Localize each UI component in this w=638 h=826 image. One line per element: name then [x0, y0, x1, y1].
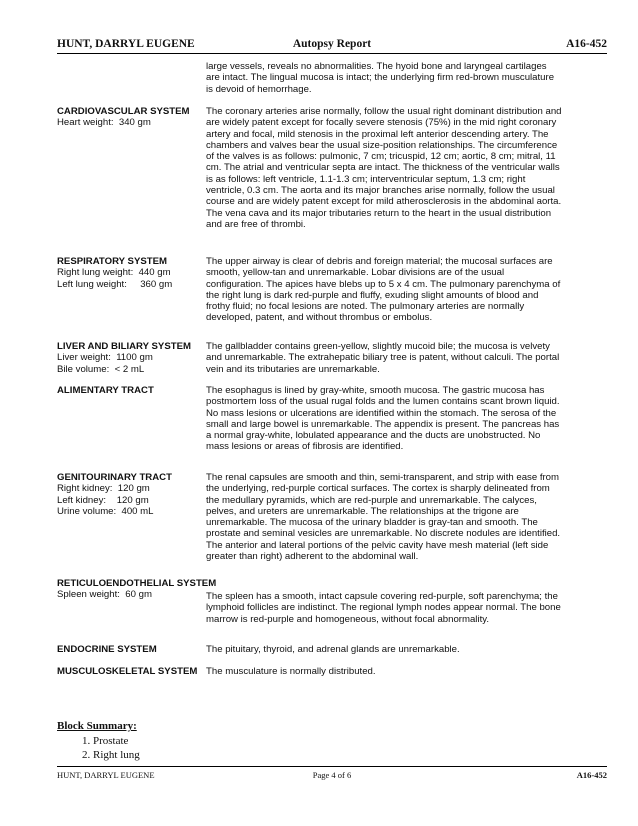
block-summary-item: 1. Prostate [93, 734, 140, 748]
section-measurements: Right lung weight: 440 gm Left lung weight: 360 gm [57, 267, 173, 290]
intro-text: large vessels, reveals no abnormalities. The hyoid bone and laryngeal cartilages are intact. The lingual mucosa is intact; the underlying firm red-brown musculature is devoid of hemorrhage. [206, 61, 555, 95]
section-title: ENDOCRINE SYSTEM [57, 644, 157, 655]
footer-case-number: A16-452 [576, 770, 607, 780]
section-title: RETICULOENDOTHELIAL SYSTEM [57, 578, 217, 589]
footer-patient-name: HUNT, DARRYL EUGENE [57, 770, 155, 780]
section-text: The musculature is normally distributed. [206, 666, 376, 677]
section-text: The pituitary, thyroid, and adrenal glands are unremarkable. [206, 644, 460, 655]
header-report-title: Autopsy Report [292, 38, 372, 50]
block-summary-item: 2. Right lung [93, 748, 140, 762]
block-summary [57, 720, 140, 762]
block-summary-list [57, 734, 140, 762]
block-summary-title: Block Summary: [57, 720, 137, 732]
section-title: MUSCULOSKELETAL SYSTEM [57, 666, 198, 677]
section-measurements: Right kidney: 120 gm Left kidney: 120 gm Urine volume: 400 mL [57, 483, 154, 517]
section-title: CARDIOVASCULAR SYSTEM [57, 106, 190, 117]
footer-page-number: Page 4 of 6 [312, 770, 352, 780]
section-text: The gallbladder contains green-yellow, slightly mucoid bile; the mucosa is velvety and unremarkable. The extrahepatic biliary tree is patent, without calculi. The portal vein and its tributaries are unremarkable. [206, 341, 560, 375]
section-text: The renal capsules are smooth and thin, semi-transparent, and strip with ease from the underlying, red-purple cortical surfaces. The cortex is sharply delineated from the medullary pyramids, which are red-purple and unremarkable. The calyces, pelves, and ureters are unremarkable. The relationships at the trigone are unremarkable. The mucosa of the urinary bladder is gray-tan and smooth. The prostate and seminal vesicles are unremarkable. No discrete nodules are identified. The anterior and lateral portions of the pelvic cavity have mesh material (left side greater than right) adherent to the abdominal wall. [206, 472, 561, 563]
section-text: The esophagus is lined by gray-white, smooth mucosa. The gastric mucosa has postmortem loss of the usual rugal folds and the lumen contains scant brown liquid. No mass lesions or ulcerations are identified within the stomach. The serosa of the small and large bowel is unremarkable. The appendix is present. The pancreas has a normal gray-white, lobulated appearance and the ducts are unobstructed. No mass lesions or areas of fibrosis are identified. [206, 385, 560, 453]
section-text: The coronary arteries arise normally, follow the usual right dominant distribution and are widely patent except for focally severe stenosis (75%) in the mid right coronary artery and focal, mild stenosis in the proximal left anterior descending artery. The chambers and valves bear the usual size-position relationships. The circumference of the valves is as follows: pulmonic, 7 cm; tricuspid, 12 cm; aortic, 8 cm; mitral, 11 cm. The atrial and ventricular septa are intact. The thickness of the ventricular walls is as follows: left ventricle, 1.1-1.3 cm; interventricular septum, 1.3 cm; right ventricle, 0.3 cm. The aorta and its major branches arise normally, follow the usual course and are widely patent except for mild atherosclerosis in the abdominal aorta. The vena cava and its major tributaries return to the heart in the usual distribution and are free of thrombi. [206, 106, 562, 230]
header-patient-name: HUNT, DARRYL EUGENE [57, 38, 195, 50]
section-title: GENITOURINARY TRACT [57, 472, 172, 483]
section-measurements: Liver weight: 1100 gm Bile volume: < 2 mL [57, 352, 153, 375]
header-case-number: A16-452 [566, 38, 607, 50]
page-footer [57, 770, 607, 784]
section-title: LIVER AND BILIARY SYSTEM [57, 341, 191, 352]
section-measurements: Heart weight: 340 gm [57, 117, 151, 129]
section-title: ALIMENTARY TRACT [57, 385, 154, 396]
section-text: The upper airway is clear of debris and foreign material; the mucosal surfaces are smooth, yellow-tan and unremarkable. Lobar divisions are of the usual configuration. The apices have blebs up to 5 x 4 cm. The pulmonary parenchyma of the right lung is dark red-purple and fluffy, exuding slight amounts of blood and frothy fluid; no focal lesions are noted. The pulmonary arteries are normally developed, patent, and without thrombus or embolus. [206, 256, 561, 324]
page-header [57, 38, 607, 54]
section-measurements: Spleen weight: 60 gm [57, 589, 152, 601]
header-rule [57, 53, 607, 54]
section-title: RESPIRATORY SYSTEM [57, 256, 167, 267]
section-text: The spleen has a smooth, intact capsule covering red-purple, soft parenchyma; the lymphoid follicles are indistinct. The regional lymph nodes appear normal. The bone marrow is red-purple and homogeneous, without focal abnormality. [206, 591, 561, 625]
footer-rule [57, 766, 607, 767]
